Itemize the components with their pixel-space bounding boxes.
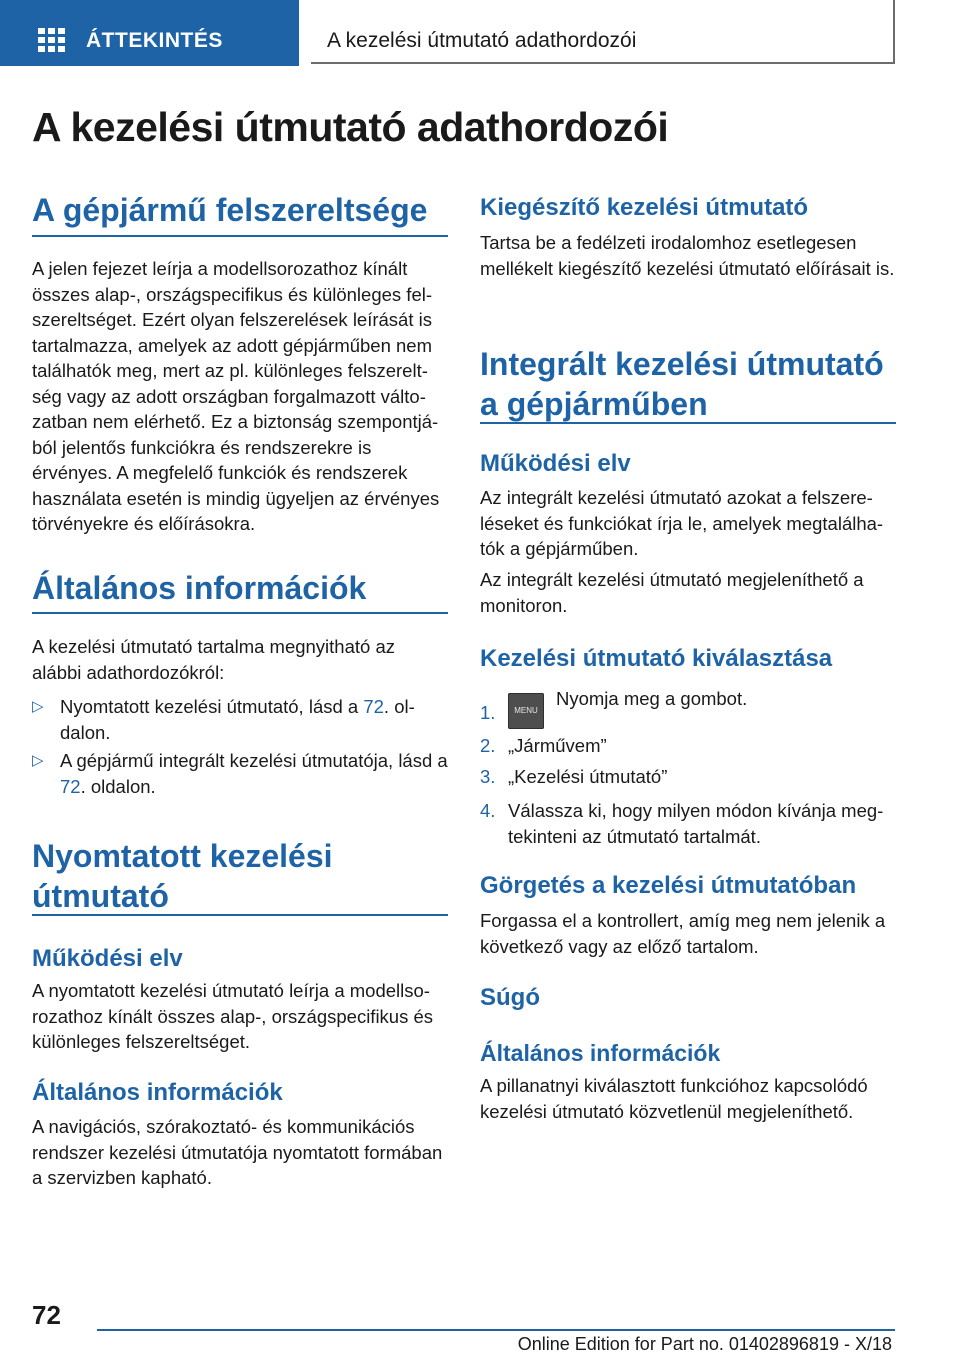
subsection-title-help: Súgó [480, 984, 540, 1011]
section-divider [32, 612, 448, 614]
page-number: 72 [32, 1300, 61, 1330]
monitor-text: Az integrált kezelési útmutató megjeleníthető a monitoron. [480, 569, 864, 616]
step-number: 2. [480, 735, 496, 756]
principle-text: Az integrált kezelési útmutató azokat a felszereléseket és funkciókat írja le, amelyek megtalálhatók a gépjárműben. [480, 487, 884, 559]
triangle-bullet-icon: ▷ [32, 752, 44, 769]
subsection-title-principle: Működési elv [32, 945, 183, 972]
step-number: 4. [480, 800, 496, 821]
overview-label: ÁTTEKINTÉS [86, 29, 223, 52]
step-number: 1. [480, 702, 496, 723]
principle-text: A nyomtatott kezelési útmutató leírja a modellsorozathoz kínált összes alap-, országspecifikus és különleges felszereltséget. [32, 980, 434, 1052]
bullet-text: A gépjármű integrált kezelési útmutatója, lásd a [60, 750, 448, 771]
grid-menu-icon [38, 28, 66, 52]
section-tab[interactable] [311, 0, 895, 64]
subsection-title-supplementary: Kiegészítő kezelési útmutató [480, 194, 809, 221]
triangle-bullet-icon: ▷ [32, 698, 44, 715]
section-label: A kezelési útmutató adathordozói [327, 29, 637, 52]
section-title-general-info: Általános információk [32, 570, 367, 606]
subsection-title-principle: Működési elv [480, 450, 631, 477]
overview-tab[interactable] [0, 0, 299, 66]
bullet-text: . oldalon. [80, 775, 156, 797]
footer-divider [97, 1329, 895, 1331]
general-info-text: A kezelési útmutató tartalma megnyitható az alábbi adathordozókról: [32, 636, 395, 683]
subsection-title-general-info: Általános információk [32, 1079, 283, 1106]
page-link[interactable]: 72 [60, 775, 81, 797]
edition-footer: Online Edition for Part no. 01402896819 - X/18 [517, 1334, 892, 1354]
section-divider [32, 914, 448, 916]
section-divider [32, 235, 448, 237]
step-text: Válassza ki, hogy milyen módon kívánja megtekinteni az útmutató tartalmát. [508, 800, 884, 847]
section-title-equipment: A gépjármű felszereltsége [32, 192, 428, 228]
section-title-integrated-manual: Integrált kezelési útmutató a gépjárműben [480, 346, 884, 422]
section-divider [480, 422, 896, 424]
scrolling-text: Forgassa el a kontrollert, amíg meg nem jelenik a következő vagy az előző tartalom. [480, 910, 886, 957]
step-number: 3. [480, 766, 496, 787]
header-bar [0, 0, 960, 66]
help-text: A pillanatnyi kiválasztott funkcióhoz kapcsolódó kezelési útmutató közvetlenül megjeleníthető. [480, 1075, 868, 1122]
step-text: Nyomja meg a gombot. [556, 688, 748, 709]
page-title: A kezelési útmutató adathordozói [32, 104, 669, 150]
bullet-text: . oldalon. [60, 696, 415, 743]
subsection-title-scrolling: Görgetés a kezelési útmutatóban [480, 872, 857, 899]
general-info-text: A navigációs, szórakoztató- és kommunikációs rendszer kezelési útmutatója nyomtatott formában a szervizben kapható. [32, 1116, 443, 1188]
bullet-text: Nyomtatott kezelési útmutató, lásd a [60, 696, 364, 717]
subsection-title-general-info: Általános információk [480, 1040, 721, 1066]
subsection-title-select-manual: Kezelési útmutató kiválasztása [480, 645, 833, 672]
equipment-text: A jelen fejezet leírja a modellsorozathoz kínált összes alap-, országspecifikus és különleges felszereltséget. Ezért olyan felszerelések leírását is tartalmazza, amelyek az adott gépjárműben nem találhatók meg, mert az pl. különleges felszereltség vagy az adott országban forgalmazott változatban nem elérhető. Ez a biztonság szempontjából jelentős funkciókra és rendszerekre is érvényes. A megfelelő funkciók és rendszerek használata esetén is mindig ügyeljen az érvényes törvényekre és előírásokra. [32, 258, 440, 534]
step-text: „Kezelési útmutató” [508, 766, 668, 787]
page-link[interactable]: 72 [363, 696, 384, 717]
section-title-printed-manual: Nyomtatott kezelési útmutató [32, 838, 333, 914]
step-text: „Járművem” [508, 735, 607, 756]
supplementary-text: Tartsa be a fedélzeti irodalomhoz esetlegesen mellékelt kiegészítő kezelési útmutató előírásait is. [480, 232, 895, 279]
menu-button-icon[interactable]: MENU [508, 693, 544, 729]
